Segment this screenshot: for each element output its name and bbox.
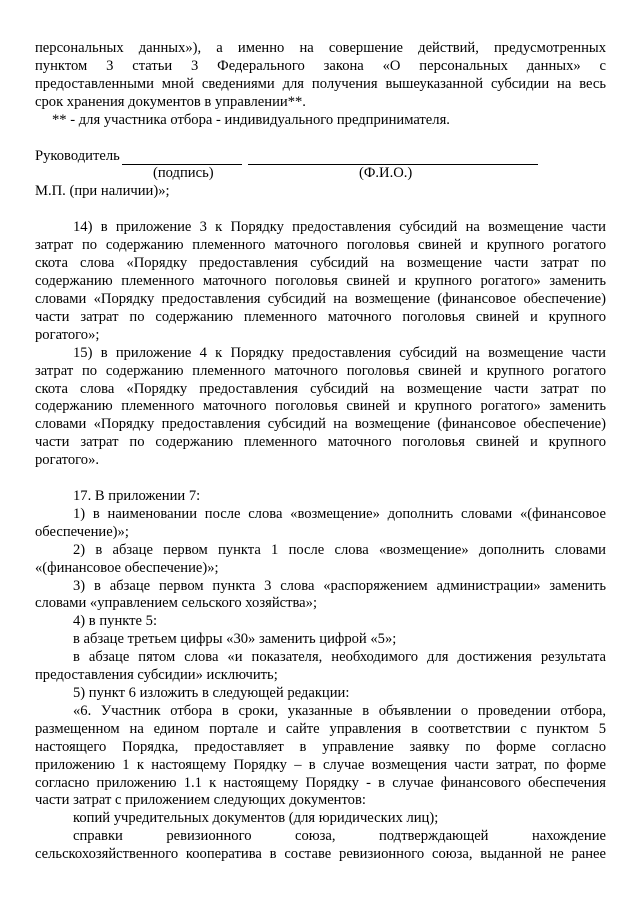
text-line: скота слова «Порядку предоставления субсидий на возмещение части затрат по [35,380,606,397]
item-14 [35,219,606,344]
text-line: сельскохозяйственного кооператива в составе ревизионного союза, выданной не ранее [35,846,606,863]
text-line: содержанию племенного маточного поголовья свиней и крупного рогатого» заменить [35,398,606,415]
text-line: «6. Участник отбора в сроки, указанные в объявлении о проведении отбора, [73,702,606,719]
text-line: в абзаце третьем цифры «30» заменить цифрой «5»; [73,631,397,648]
text-line: 2) в абзаце первом пункта 1 после слова «возмещение» дополнить словами [73,541,606,558]
text-line: согласно приложению 1.1 к настоящему Порядку - в случае финансового обеспечения [35,774,606,791]
text-line: рогатого». [35,452,100,469]
stamp-note: М.П. (при наличии)»; [35,183,170,200]
text-line: в абзаце пятом слова «и показателя, необходимого для достижения результата [73,649,606,666]
text-line: срок хранения документов в управлении**. [35,93,306,110]
signature-line [122,152,242,165]
text-line: 14) в приложение 3 к Порядку предоставления субсидий на возмещение части [73,219,606,236]
signature-block [35,148,606,202]
text-line: рогатого»; [35,326,100,343]
name-line [248,152,538,165]
text-line: пунктом 3 статьи 3 Федерального закона «О персональных данных» с [35,57,606,74]
text-line: «(финансовое обеспечение)»; [35,559,219,576]
text-line: настоящего Порядка, предоставляет в управление заявку по форме согласно [35,738,606,755]
text-line: скота слова «Порядку предоставления субсидий на возмещение части затрат по [35,255,606,272]
text-line: обеспечение)»; [35,523,129,540]
item-17-title: 17. В приложении 7: [73,488,201,505]
text-line: затрат по содержанию племенного маточного поголовья свиней и крупного рогатого [35,237,606,254]
signature-label: Руководитель [35,147,120,164]
caption-signature: (подпись) [153,165,214,182]
item-17 [35,488,606,864]
document-page [35,40,606,864]
text-line: словами «Порядку предоставления субсидий на возмещение (финансовое обеспечение) [35,416,606,433]
text-line: 4) в пункте 5: [73,613,158,630]
footnote: ** - для участника отбора - индивидуального предпринимателя. [52,111,450,128]
text-line: предоставленными мной сведениями для получения вышеуказанной субсидии на весь [35,75,606,92]
text-line: затрат по содержанию племенного маточного поголовья свиней и крупного рогатого [35,362,606,379]
caption-name: (Ф.И.О.) [359,165,413,182]
text-line: справки ревизионного союза, подтверждающей нахождение [73,828,606,845]
text-line: содержанию племенного маточного поголовья свиней и крупного рогатого» заменить [35,273,606,290]
text-line: словами «Порядку предоставления субсидий на возмещение (финансовое обеспечение) [35,290,606,307]
text-line: словами «управлением сельского хозяйства»; [35,595,318,612]
consent-paragraph [35,40,606,112]
text-line: 15) в приложение 4 к Порядку предоставления субсидий на возмещение части [73,344,606,361]
signature-row [35,148,606,166]
text-line: копий учредительных документов (для юридических лиц); [73,810,439,827]
text-line: размещенном на едином портале и сайте управления в соответствии с пунктом 5 [35,720,606,737]
text-line: 1) в наименовании после слова «возмещение» дополнить словами «(финансовое [73,505,606,522]
text-line: 3) в абзаце первом пункта 3 слова «распоряжением администрации» заменить [73,577,606,594]
text-line: персональных данных»), а именно на совершение действий, предусмотренных [35,40,606,56]
signature-captions [35,165,606,183]
item-15 [35,345,606,470]
text-line: части затрат по содержанию племенного маточного поголовья свиней и крупного [35,434,606,451]
text-line: приложению 1 к настоящему Порядку – в случае возмещения части затрат, по форме [35,756,606,773]
text-line: предоставления субсидии» исключить; [35,667,278,684]
text-line: 5) пункт 6 изложить в следующей редакции: [73,685,350,701]
text-line: части затрат с приложением следующих документов: [35,792,366,809]
text-line: части затрат по содержанию племенного маточного поголовья свиней и крупного [35,308,606,325]
